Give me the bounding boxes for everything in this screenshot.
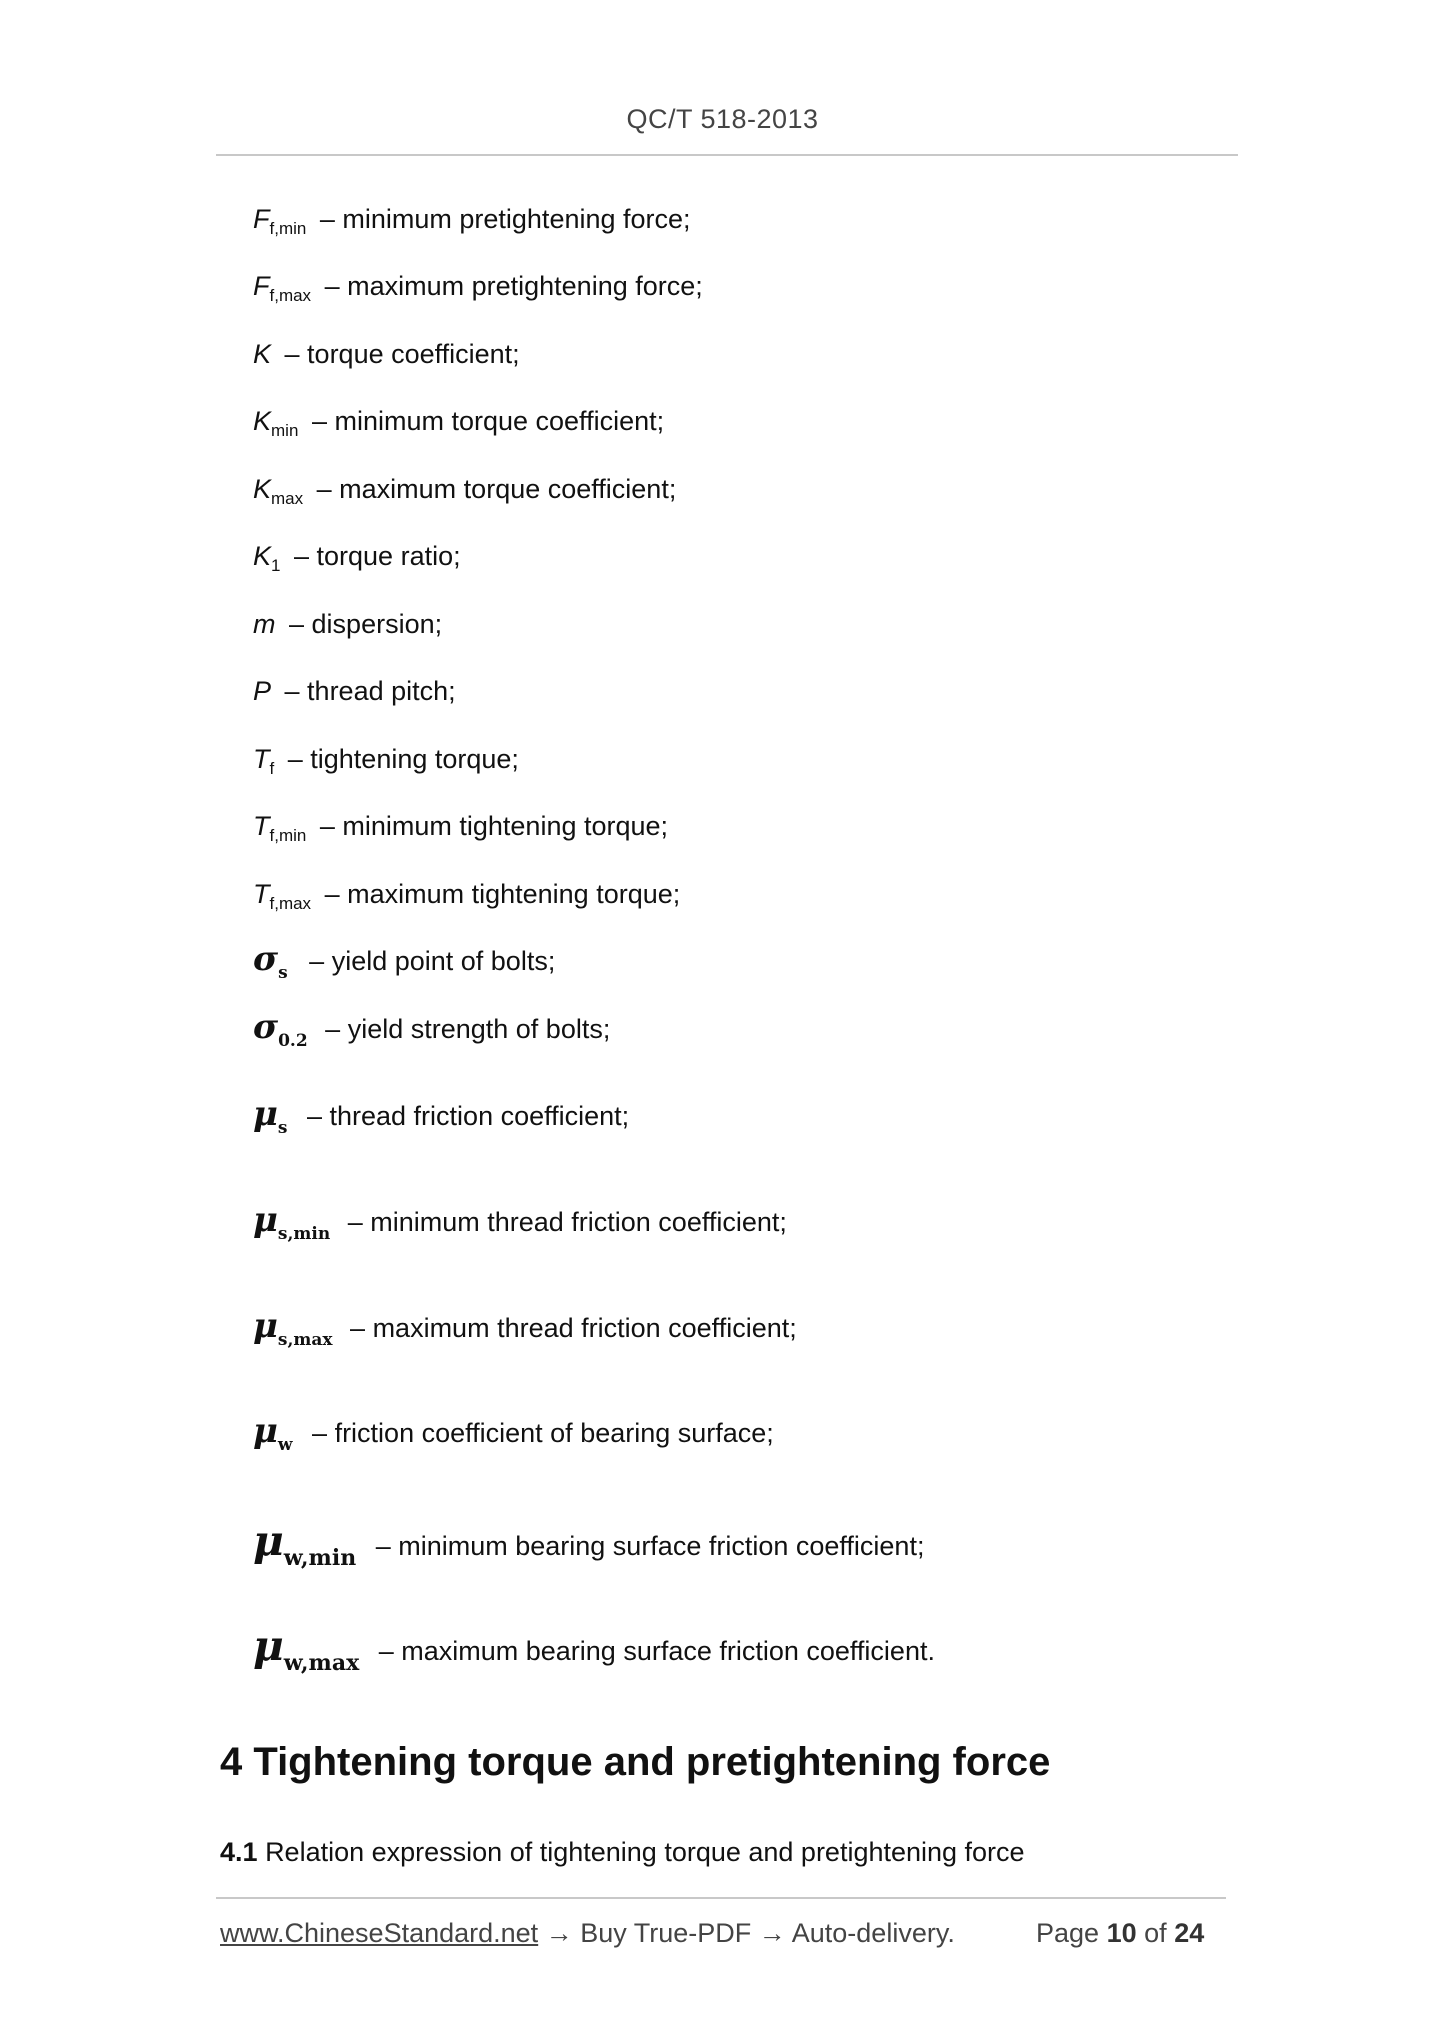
symbol-description: – minimum torque coefficient; [311,406,665,436]
symbol-subscript: max [271,489,304,508]
symbol-description: – tightening torque; [287,744,519,774]
symbol-definition [253,1007,611,1051]
symbol-definition [253,541,461,575]
symbol-definition [253,939,556,983]
section-heading: 4 Tightening torque and pretightening force [220,1740,1051,1784]
symbol: K [253,339,272,369]
symbol-subscript: w,max [283,1650,360,1676]
greek-symbol: μ [253,1200,278,1240]
symbol-description: – maximum bearing surface friction coefficient. [378,1636,935,1666]
greek-symbol: μ [253,1621,284,1670]
greek-symbol: σ [253,1007,279,1047]
symbol-definition [253,811,669,845]
symbol-subscript: f,min [269,219,307,238]
clause-4-1 [220,1837,1025,1868]
symbol-subscript: 0.2 [278,1031,308,1051]
symbol-definition [253,1306,797,1350]
symbol-definition [253,744,519,778]
symbol: F [253,271,270,301]
symbol: T [253,811,270,841]
symbol-subscript: w [277,1435,293,1455]
footer-divider [216,1897,1226,1899]
symbol-description: – yield point of bolts; [309,946,556,976]
symbol-subscript: s,min [277,1224,331,1244]
symbol-definition [253,341,520,368]
symbol-description: – minimum bearing surface friction coefficient; [375,1531,925,1561]
symbol-description: – yield strength of bolts; [325,1014,611,1044]
site-link[interactable]: www.ChineseStandard.net [220,1918,539,1948]
symbol-description: – friction coefficient of bearing surface; [312,1418,774,1448]
symbol: K [253,541,272,571]
page-indicator [1036,1918,1204,1949]
symbol-definition [253,678,456,705]
symbol: T [253,879,270,909]
symbol-definition [253,271,703,305]
symbol-definition [253,1411,774,1455]
symbol-subscript: f [269,759,275,778]
symbol-subscript: s,max [277,1330,333,1350]
greek-symbol: σ [253,939,279,979]
symbol-description: – dispersion; [289,609,443,639]
promo-text: → Buy True-PDF → Auto-delivery. [545,1918,955,1948]
footer-promo [220,1918,955,1949]
symbol: K [253,474,272,504]
symbol-description: – maximum pretightening force; [324,271,703,301]
symbol-subscript: w,min [283,1545,357,1571]
symbol: F [253,204,270,234]
page-number: 10 [1106,1918,1137,1948]
symbol-subscript: s [278,963,288,983]
header-divider [216,154,1238,156]
symbol-description: – maximum thread friction coefficient; [350,1313,797,1343]
symbol: T [253,744,270,774]
symbol-description: – thread friction coefficient; [306,1101,630,1131]
symbol-description: – minimum pretightening force; [319,204,691,234]
symbol-definition [253,1621,935,1676]
symbol-definition [253,611,442,638]
document-header: QC/T 518-2013 [626,104,819,134]
symbol-subscript: f,max [269,286,312,305]
symbol-subscript: f,max [269,894,312,913]
symbol-subscript: 1 [271,556,281,575]
symbol: P [253,676,272,706]
symbol-definition [253,1094,630,1138]
clause-title: Relation expression of tightening torque and pretightening force [265,1837,1025,1867]
symbol-definition [253,1516,925,1571]
greek-symbol: μ [253,1411,278,1451]
greek-symbol: μ [253,1306,278,1346]
clause-number: 4.1 [220,1837,258,1867]
symbol-definition [253,1200,787,1244]
page-label: Page [1036,1918,1100,1948]
greek-symbol: μ [253,1516,284,1565]
total-pages: 24 [1174,1918,1205,1948]
symbol: m [253,609,276,639]
symbol-definition [253,474,677,508]
symbol-definition [253,204,691,238]
symbol-description: – minimum tightening torque; [319,811,669,841]
symbol-description: – torque coefficient; [284,339,520,369]
symbol-subscript: f,min [269,826,307,845]
symbol-description: – minimum thread friction coefficient; [347,1207,787,1237]
symbol-definition [253,406,665,440]
symbol-description: – torque ratio; [294,541,461,571]
symbol-description: – maximum torque coefficient; [316,474,677,504]
of-label: of [1144,1918,1167,1948]
symbol: K [253,406,272,436]
greek-symbol: μ [253,1094,278,1134]
symbol-definition [253,879,681,913]
symbol-description: – maximum tightening torque; [324,879,681,909]
symbol-subscript: s [277,1118,288,1138]
symbol-subscript: min [271,421,299,440]
symbol-description: – thread pitch; [284,676,456,706]
